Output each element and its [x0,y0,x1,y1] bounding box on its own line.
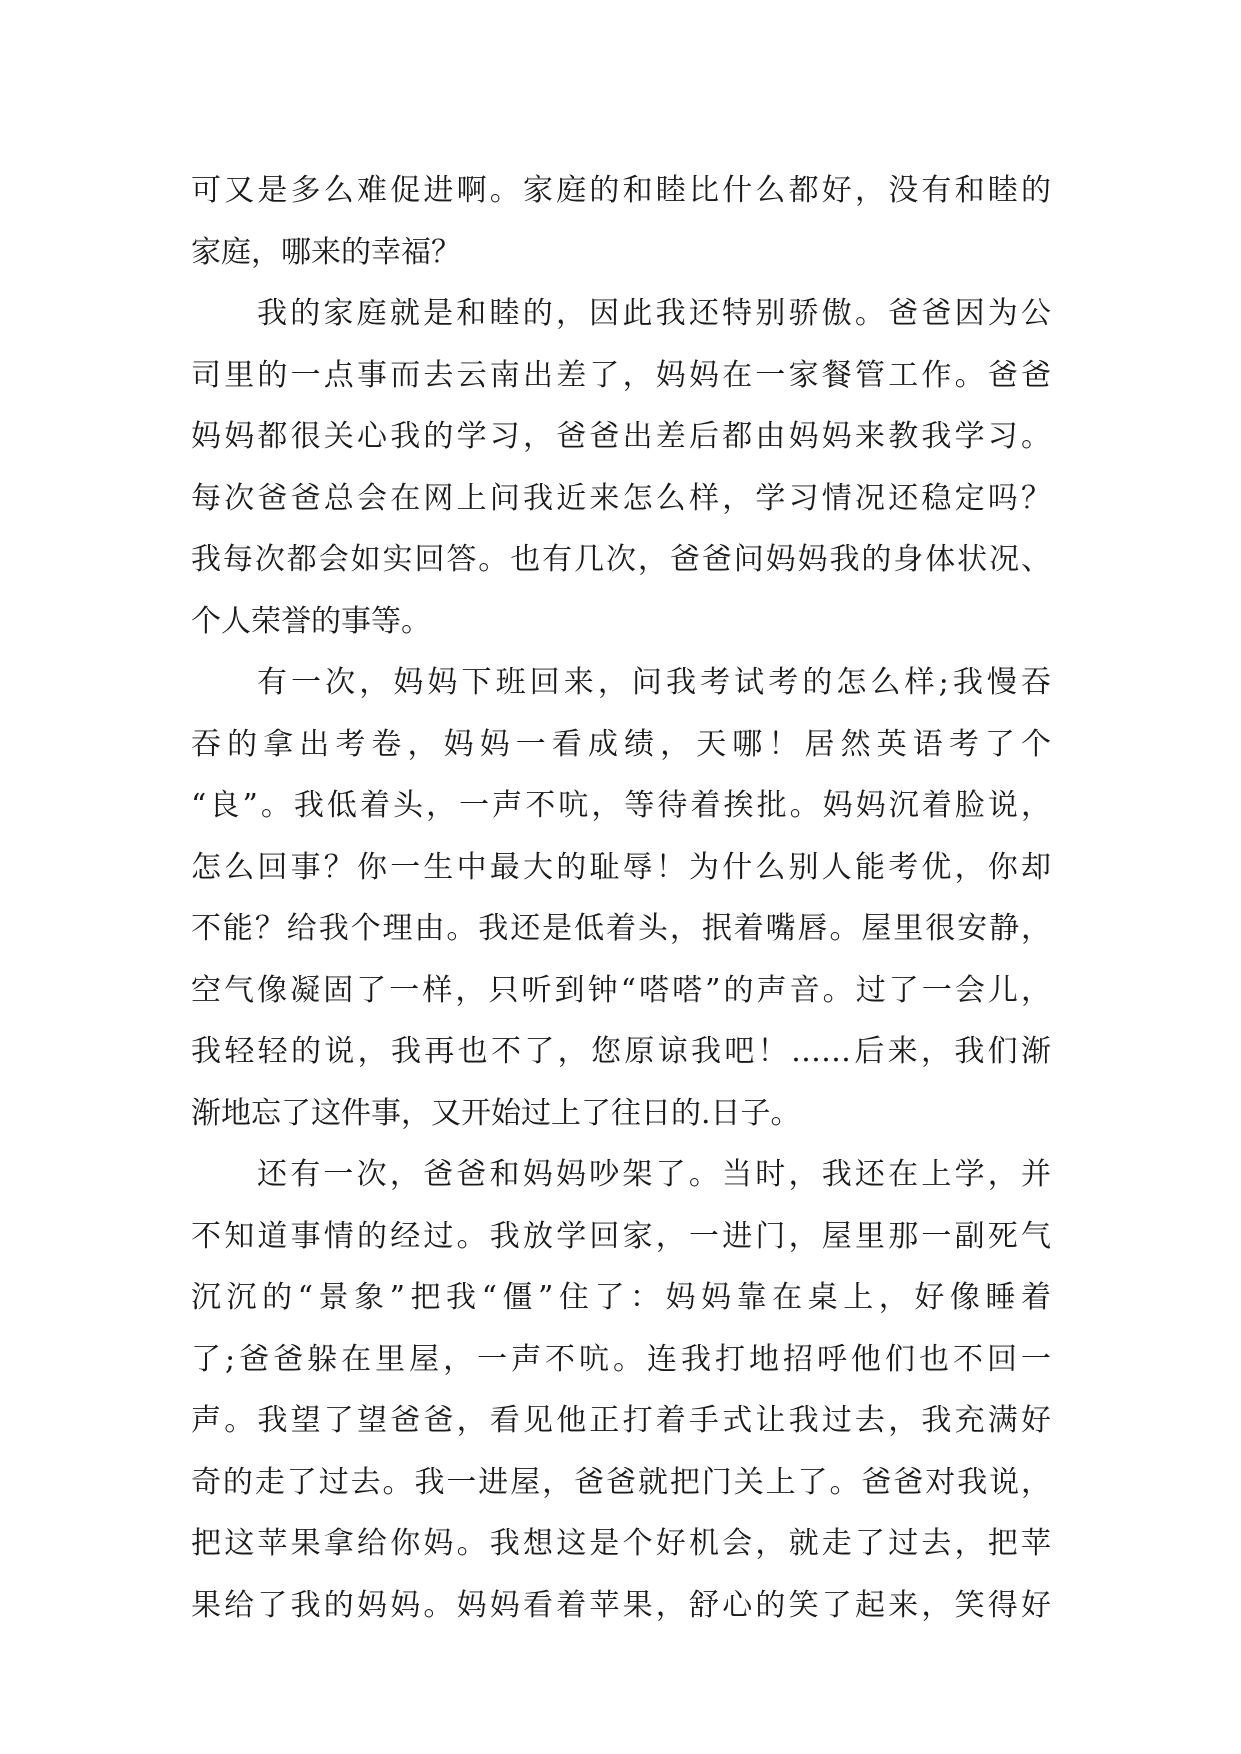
text-line: 把这苹果拿给你妈。我想这是个好机会，就走了过去，把苹 [191,1526,1051,1561]
text-line: 妈妈都很关心我的学习，爸爸出差后都由妈妈来教我学习。 [191,419,1051,454]
text-line: 司里的一点事而去云南出差了，妈妈在一家餐管工作。爸爸 [191,357,1051,393]
text-line: 每次爸爸总会在网上问我近来怎么样，学习情况还稳定吗？ [191,480,1051,516]
paragraph-first-line: 还有一次，爸爸和妈妈吵架了。当时，我还在上学，并 [257,1157,1051,1192]
text-line: 渐地忘了这件事，又开始过上了往日的.日子。 [191,1095,801,1131]
text-line: 果给了我的妈妈。妈妈看着苹果，舒心的笑了起来，笑得好 [191,1587,1051,1623]
text-line: 吞的拿出考卷，妈妈一看成绩，天哪！居然英语考了个 [191,726,1051,762]
text-line: 声。我望了望爸爸，看见他正打着手式让我过去，我充满好 [191,1403,1051,1438]
text-line: 沉沉的“景象”把我“僵”住了：妈妈靠在桌上，好像睡着 [191,1280,1051,1315]
text-line: 空气像凝固了一样，只听到钟“嗒嗒”的声音。过了一会儿， [191,972,1051,1008]
text-line: 我轻轻的说，我再也不了，您原谅我吧！……后来，我们渐 [191,1034,1051,1069]
text-line: 怎么回事？你一生中最大的耻辱！为什么别人能考优，你却 [191,849,1051,885]
text-line: 可又是多么难促进啊。家庭的和睦比什么都好，没有和睦的 [191,173,1051,208]
paragraph-first-line: 有一次，妈妈下班回来，问我考试考的怎么样;我慢吞 [257,665,1051,700]
text-line: 奇的走了过去。我一进屋，爸爸就把门关上了。爸爸对我说， [191,1464,1051,1500]
text-line: 了;爸爸躲在里屋，一声不吭。连我打地招呼他们也不回一 [191,1341,1051,1377]
text-line: “良”。我低着头，一声不吭，等待着挨批。妈妈沉着脸说， [191,788,1051,823]
text-line: 家庭，哪来的幸福？ [191,234,461,270]
text-line: 不能？给我个理由。我还是低着头，抿着嘴唇。屋里很安静， [191,911,1051,946]
text-line: 不知道事情的经过。我放学回家，一进门，屋里那一副死气 [191,1218,1051,1254]
text-line: 个人荣誉的事等。 [191,603,431,639]
body-text [191,160,1051,1636]
text-line: 我每次都会如实回答。也有几次，爸爸问妈妈我的身体状况、 [191,542,1051,577]
paragraph-first-line: 我的家庭就是和睦的，因此我还特别骄傲。爸爸因为公 [257,296,1051,331]
